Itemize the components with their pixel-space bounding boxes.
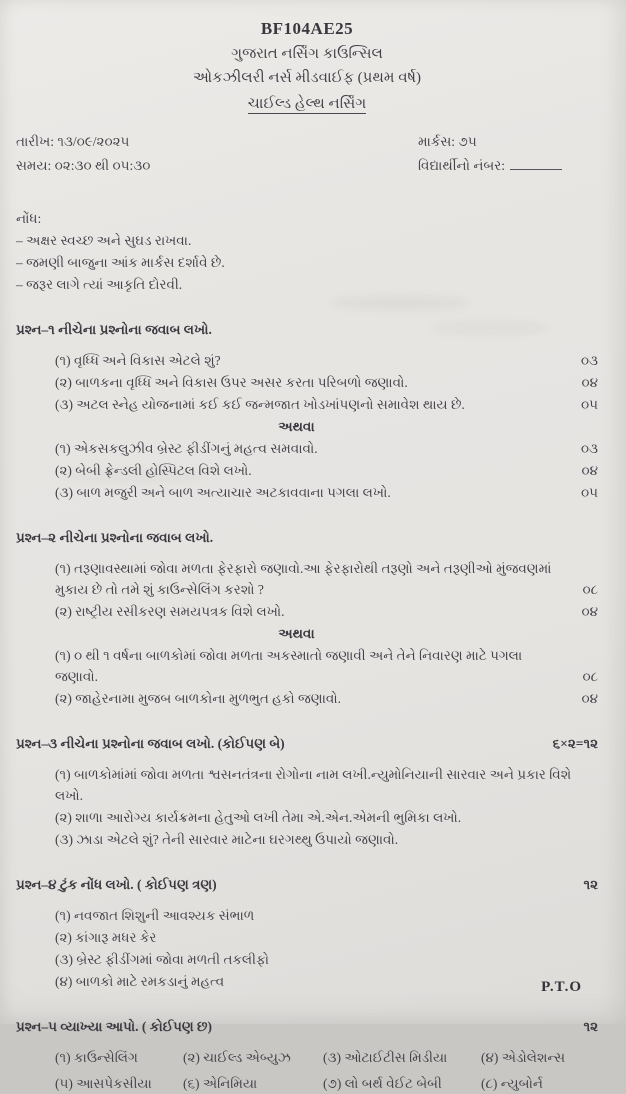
exam-date: તારીખ: ૧૩/૦૯/૨૦૨૫	[16, 134, 130, 149]
question-item	[55, 394, 598, 415]
question-text: (૨) કાંગારૂ મધર કેર	[55, 930, 157, 945]
question-marks: ૦૫	[581, 397, 598, 412]
pto-label: P.T.O	[541, 979, 582, 995]
definition-term: (૩) ઓટાઈટીસ મિડીયા	[323, 1050, 448, 1065]
question-marks: ૦૪	[581, 691, 598, 706]
question-text: (૨) રાષ્ટ્રીય રસીકરણ સમયપત્રક વિશે લખો.	[55, 604, 285, 619]
question-text: (૨) શાળા આરોગ્ય કાર્યક્રમના હેતુઓ લખી તેમા એ.એન.એમની ભુમિકા લખો.	[55, 810, 462, 825]
question-4-header	[16, 874, 598, 895]
question-text: (૩) અટલ સ્નેહ યોજનામાં કઈ કઈ જન્મજાત ખોડખાંપણનો સમાવેશ થાય છે.	[55, 397, 465, 412]
definition-term: (૪) એડોલેશન્સ	[481, 1050, 566, 1065]
question-item	[55, 927, 598, 948]
question-item	[55, 350, 598, 371]
paper-header	[16, 14, 598, 115]
definition-terms	[16, 1047, 598, 1094]
subject-title-text: ચાઈલ્ડ હેલ્થ નર્સિંગ	[247, 96, 367, 112]
question-5-header	[16, 1016, 598, 1037]
exam-meta-right	[418, 131, 598, 179]
question-1-items	[16, 350, 598, 503]
note-item: – જરૂર લાગે ત્યાં આકૃતિ દોરવી.	[16, 277, 183, 292]
question-marks: ૦૪	[581, 604, 598, 619]
definition-term: (૮) ન્યુબોર્ન	[481, 1076, 543, 1091]
question-text: (૨) બેબી ફ્રેન્ડલી હોસ્પિટલ વિશે લખો.	[55, 463, 252, 478]
definition-term: (૨) ચાઈલ્ડ એબ્યુઝ	[183, 1050, 291, 1065]
question-item	[55, 645, 598, 687]
question-marks: ૦૩	[580, 353, 598, 368]
question-1-section	[16, 319, 598, 503]
question-header-marks: ૬×૨=૧૨	[552, 736, 598, 751]
question-item	[55, 971, 598, 992]
bleed-through-smudge	[330, 296, 470, 310]
question-item	[55, 949, 598, 970]
question-item	[55, 372, 598, 393]
question-marks: ૦૫	[581, 485, 598, 500]
question-text: (૧) એકસકલુઝીવ બ્રેસ્ટ ફીડીંગનું મહત્વ સમવાવો.	[55, 441, 318, 456]
subject-title	[16, 94, 598, 115]
question-4-section	[16, 874, 598, 992]
organization-name: ગુજરાત નર્સિંગ કાઉન્સિલ	[231, 46, 383, 62]
question-2-items	[16, 558, 598, 709]
question-3-items	[16, 764, 598, 850]
total-marks: માર્કસ: ૭૫	[418, 134, 477, 149]
question-header-text: પ્રશ્ન–૫ વ્યાખ્યા આપો. ( કોઈપણ છ)	[16, 1019, 212, 1034]
definition-term: (૬) એનિમિયા	[183, 1076, 258, 1091]
definition-term: (૭) લો બર્થ વેઈટ બેબી	[323, 1076, 442, 1091]
definition-term: (૫) આસપેકસીયા	[55, 1076, 152, 1091]
question-item	[55, 460, 598, 481]
notes-title: નોંધ:	[16, 211, 42, 226]
question-3-section	[16, 733, 598, 850]
question-item	[55, 438, 598, 459]
question-text: (૧) બાળકોમાંમાં જોવા મળતા શ્વસનતંત્રના રોગોના નામ લખી.ન્યુમોનિયાની સારવાર અને પ્રકાર વિશે લખો.	[55, 767, 572, 803]
question-marks: ૦૮	[582, 582, 598, 597]
question-header-marks: ૧૨	[583, 1019, 598, 1034]
question-4-items	[16, 905, 598, 992]
question-item	[55, 807, 598, 828]
definition-term: (૧) કાઉન્સેલિંગ	[55, 1050, 138, 1065]
question-header-text: પ્રશ્ન–૩ નીચેના પ્રશ્નોના જવાબ લખો. (કોઈપણ બે)	[16, 736, 285, 751]
question-2-header	[16, 527, 598, 548]
student-number-blank	[510, 157, 562, 170]
question-text: (૧) ૦ થી ૧ વર્ષના બાળકોમાં જોવા મળતા અકસ્માતો જણાવી અને તેને નિવારણ માટે પગલા જણાવો.	[55, 648, 523, 684]
note-item: – અક્ષર સ્વચ્છ અને સુઘડ રાખવા.	[16, 233, 192, 248]
question-text: (૩) બાળ મજુરી અને બાળ અત્યાચાર અટકાવવાના પગલા લખો.	[55, 485, 391, 500]
question-text: (૧) તરૂણાવસ્થામાં જોવા મળતા ફેરફારો જણાવો.આ ફેરફારોથી તરૂણો અને તરૂણીઓ મુંજવણમાં મુકાય છે તો તમે શું કાઉન્સેલિંગ કરશો ?	[55, 561, 552, 597]
student-number-label: વિદ્યાર્થીનો નંબર:	[418, 158, 505, 173]
question-item	[55, 601, 598, 622]
question-text: (૨) બાળકના વૃધ્ધિ અને વિકાસ ઉપર અસર કરતા પરિબળો જણાવો.	[55, 375, 408, 390]
question-item	[55, 688, 598, 709]
question-text: (૧) વૃધ્ધિ અને વિકાસ એટલે શું?	[55, 353, 221, 368]
question-text: (૩) ઝાડા એટલે શું? તેની સારવાર માટેના ઘરગથ્થુ ઉપાયો જણાવો.	[55, 832, 399, 847]
question-marks: ૦૪	[581, 375, 598, 390]
exam-time: સમય: ૦૨:૩૦ થી ૦૫:૩૦	[16, 158, 151, 173]
note-item: – જમણી બાજુના આંક માર્કસ દર્શાવે છે.	[16, 255, 225, 270]
question-2-section	[16, 527, 598, 709]
question-item	[55, 829, 598, 850]
question-text: (૧) નવજાત શિશુની આવશ્યક સંભાળ	[55, 908, 255, 923]
question-text: (૪) બાળકો માટે રમકડાનું મહત્વ	[55, 974, 225, 989]
question-header-marks: ૧૨	[583, 877, 598, 892]
paper-code: BF104AE25	[260, 19, 354, 38]
question-item	[55, 905, 598, 926]
question-header-text: પ્રશ્ન–૪ ટુંક નોંધ લખો. ( કોઈપણ ત્રણ)	[16, 877, 217, 892]
question-1-header	[16, 319, 598, 340]
course-name: ઓકઝીલરી નર્સ મીડવાઈફ (પ્રથમ વર્ષ)	[193, 70, 421, 86]
question-marks: ૦૪	[581, 463, 598, 478]
question-marks: ૦૩	[580, 441, 598, 456]
question-item	[55, 764, 598, 806]
question-item	[55, 558, 598, 600]
exam-meta	[16, 131, 598, 182]
question-header-text: પ્રશ્ન–૨ નીચેના પ્રશ્નોના જવાબ લખો.	[16, 530, 214, 545]
exam-meta-left	[16, 131, 418, 179]
question-5-section	[16, 1016, 598, 1094]
or-divider: અથવા	[278, 626, 315, 641]
notes-block	[16, 208, 598, 295]
question-marks: ૦૮	[582, 669, 598, 684]
student-number-row	[418, 155, 598, 176]
question-item	[55, 482, 598, 503]
question-header-text: પ્રશ્ન–૧ નીચેના પ્રશ્નોના જવાબ લખો.	[16, 322, 212, 337]
or-divider: અથવા	[278, 419, 315, 434]
question-text: (૨) જાહેરનામા મુજબ બાળકોના મુળભુત હકો જણાવો.	[55, 691, 342, 706]
question-text: (૩) બ્રેસ્ટ ફીડીંગમાં જોવા મળતી તકલીફો	[55, 952, 270, 967]
question-3-header	[16, 733, 598, 754]
